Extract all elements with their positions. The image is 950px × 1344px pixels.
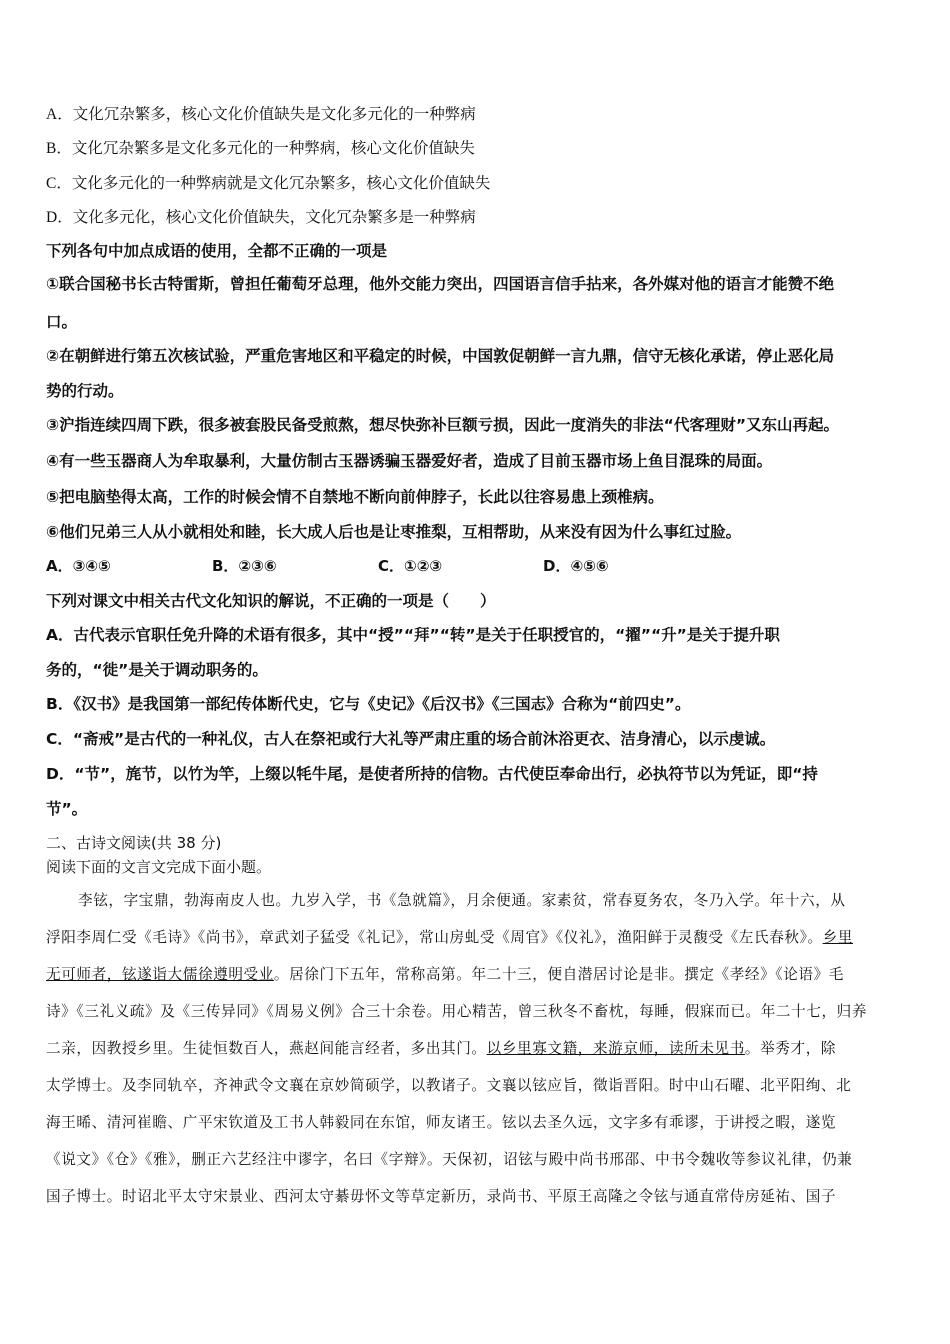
option-a-sentence: A．文化冗杂繁多，核心文化价值缺失是文化多元化的一种弊病: [46, 106, 476, 123]
culture-option-a-cont: 务的，“徙”是关于调动职务的。: [46, 661, 268, 679]
passage-line-8: 《说文》《仓》《雅》，删正六艺经注中谬字，名曰《字辩》。天保初，诏铉与殿中尚书邢邵、中书令魏收等参议礼律，仍兼: [46, 1151, 853, 1168]
idiom-sentence-4: ④有一些玉器商人为牟取暴利，大量仿制古玉器诱骗玉器爱好者，造成了目前玉器市场上鱼目混珠的局面。: [46, 452, 773, 470]
passage-line-4: 诗》《三礼义疏》及《三传异同》《周易义例》合三十余卷。用心精苦，曾三秋冬不畜枕，每睡，假寐而已。年二十七，归养: [46, 1003, 868, 1020]
culture-option-a: A．古代表示官职任免升降的术语有很多，其中“授”“拜”“转”是关于任职授官的，“擢”“升”是关于提升职: [46, 626, 780, 644]
passage-line-9: 国子博士。时诏北平太守宋景业、西河太守綦毋怀文等草定新历，录尚书、平原王高隆之令铉与通直常侍房延祐、国子: [46, 1188, 837, 1205]
section-intro: 阅读下面的文言文完成下面小题。: [46, 858, 272, 876]
culture-option-d: D．“节”，旄节，以竹为竿，上缀以牦牛尾，是使者所持的信物。古代使臣奉命出行，必执符节以为凭证，即“持: [46, 765, 818, 783]
underlined-passage-text: 以乡里寡文籍，来游京师，读所未见书: [486, 1040, 745, 1057]
passage-line-7: 海王晞、清河崔瞻、广平宋钦道及工书人韩毅同在东馆，师友诸王。铉以去圣久远，文字多有乖谬，于讲授之暇，遂览: [46, 1114, 837, 1131]
passage-text: 。居徐门下五年，常称高第。年二十三，便自潜居讨论是非。撰定《孝经》《论语》毛: [273, 966, 844, 983]
idiom-sentence-2: ②在朝鲜进行第五次核试验，严重危害地区和平稳定的时候，中国敦促朝鲜一言九鼎，信守无核化承诺，停止恶化局: [46, 347, 835, 365]
idiom-sentence-3: ③沪指连续四周下跌，很多被套股民备受煎熬，想尽快弥补巨额亏损，因此一度消失的非法“代客理财”又东山再起。: [46, 416, 840, 434]
section-heading: 二、古诗文阅读(共 38 分): [46, 834, 222, 852]
idiom-choice-d: D．④⑤⑥: [543, 557, 609, 575]
passage-text: 浮阳李周仁受《毛诗》《尚书》，章武刘子猛受《礼记》，常山房虬受《周官》《仪礼》，渔阳鲜于灵馥受《左氏春秋》。: [46, 929, 823, 946]
idiom-sentence-2-cont: 势的行动。: [46, 382, 124, 400]
idiom-sentence-1-cont: 口。: [46, 313, 78, 331]
idiom-sentence-5: ⑤把电脑垫得太高，工作的时候会情不自禁地不断向前伸脖子，长此以往容易患上颈椎病。: [46, 488, 664, 506]
passage-line-2: [46, 926, 853, 947]
passage-line-5: [46, 1037, 836, 1058]
underlined-passage-text: 乡里: [822, 929, 854, 946]
idiom-choice-b: B．②③⑥: [212, 557, 277, 575]
question-culture-stem: 下列对课文中相关古代文化知识的解说，不正确的一项是（ ）: [46, 592, 496, 610]
question-idiom-stem: 下列各句中加点成语的使用，全都不正确的一项是: [46, 242, 388, 260]
idiom-sentence-6: ⑥他们兄弟三人从小就相处和睦，长大成人后也是让枣推梨，互相帮助，从来没有因为什么事红过脸。: [46, 523, 742, 541]
idiom-choice-a: A．③④⑤: [46, 557, 111, 575]
culture-option-b: B．《汉书》是我国第一部纪传体断代史，它与《史记》《后汉书》《三国志》合称为“前四史”。: [46, 695, 691, 713]
culture-option-d-cont: 节”。: [46, 800, 88, 818]
underlined-passage-text: 无可师者，铉遂诣大儒徐遵明受业: [46, 966, 274, 983]
passage-line-6: 太学博士。及李同轨卒，齐神武令文襄在京妙简硕学，以教诸子。文襄以铉应旨，徵诣晋阳。时中山石曜、北平阳绚、北: [46, 1077, 852, 1094]
passage-text: 。举秀才，除: [744, 1040, 837, 1057]
passage-text: 二亲，因教授乡里。生徒恒数百人，燕赵间能言经者，多出其门。: [46, 1040, 487, 1057]
idiom-choice-c: C．①②③: [378, 557, 443, 575]
passage-line-1: 李铉，字宝鼎，勃海南皮人也。九岁入学，书《急就篇》，月余便通。家素贫，常春夏务农，冬乃入学。年十六，从: [78, 892, 846, 909]
option-d-sentence: D．文化多元化，核心文化价值缺失，文化冗杂繁多是一种弊病: [46, 209, 476, 226]
idiom-sentence-1: ①联合国秘书长古特雷斯，曾担任葡萄牙总理，他外交能力突出，四国语言信手拈来，各外媒对他的语言才能赞不绝: [46, 275, 835, 293]
option-b-sentence: B．文化冗杂繁多是文化多元化的一种弊病，核心文化价值缺失: [46, 140, 475, 157]
option-c-sentence: C．文化多元化的一种弊病就是文化冗杂繁多，核心文化价值缺失: [46, 175, 491, 192]
passage-line-3: [46, 963, 844, 984]
culture-option-c: C．“斋戒”是古代的一种礼仪，古人在祭祀或行大礼等严肃庄重的场合前沐浴更衣、洁身清心，以示虔诚。: [46, 730, 776, 748]
